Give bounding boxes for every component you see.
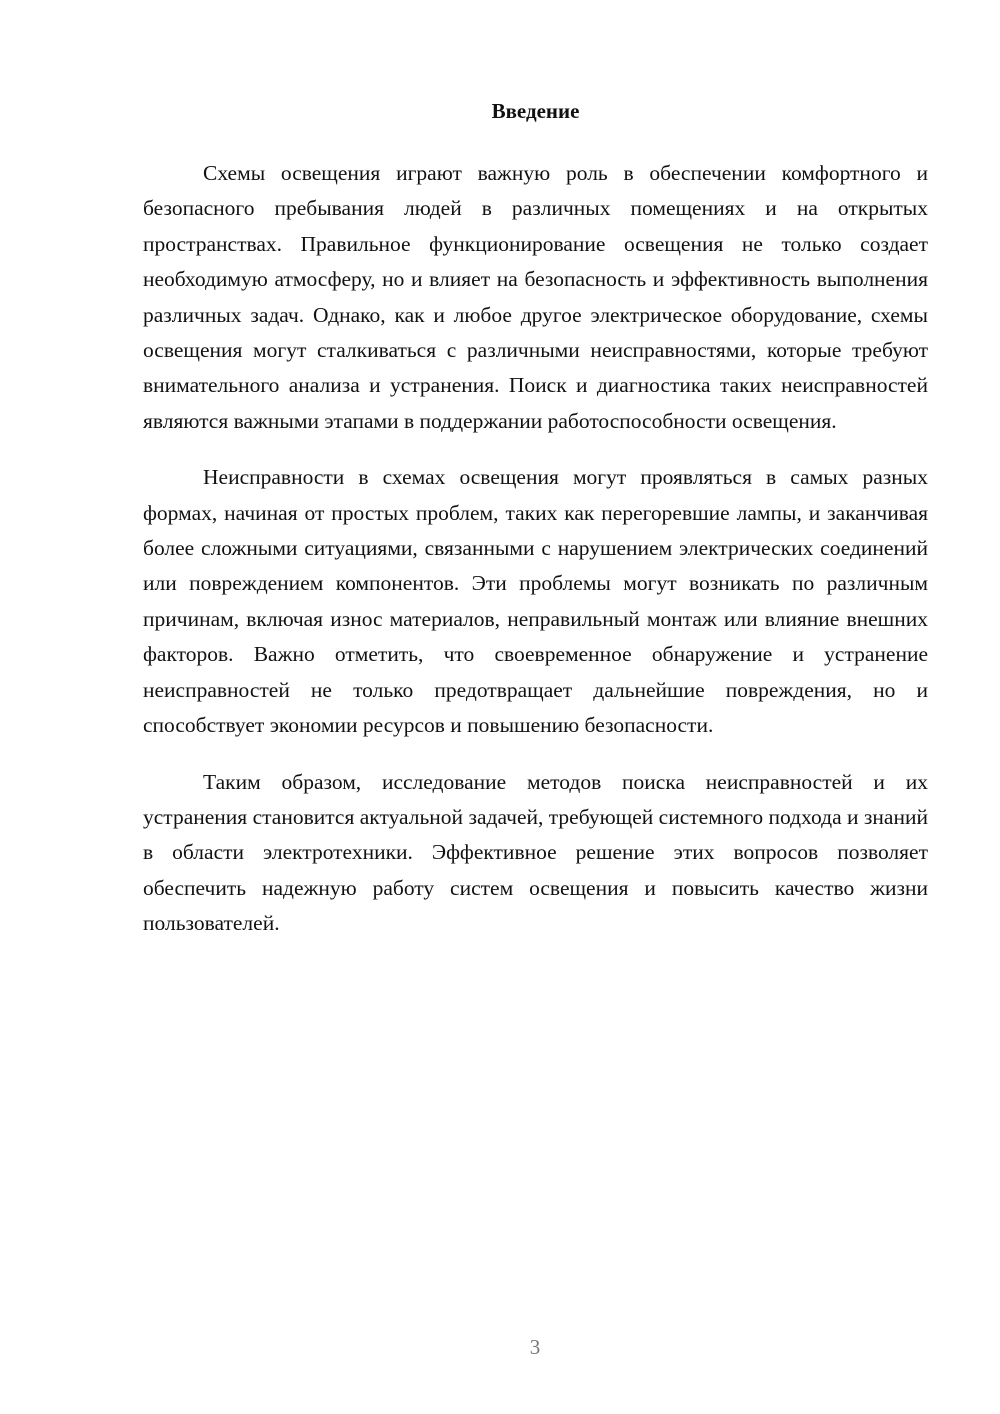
paragraph-1: Схемы освещения играют важную роль в обеспечении комфортного и безопасного пребывания людей в различных помещениях и на открытых пространствах. Правильное функционирование освещения не только создает необходимую атмосферу, но и влияет на безопасность и эффективность выполнения различных задач. Однако, как и любое другое электрическое оборудование, схемы освещения могут сталкиваться с различными неисправностями, которые требуют внимательного анализа и устранения. Поиск и диагностика таких неисправностей являются важными этапами в поддержании работоспособности освещения. (143, 161, 928, 433)
page-content (143, 96, 928, 942)
paragraph-2: Неисправности в схемах освещения могут проявляться в самых разных формах, начиная от простых проблем, таких как перегоревшие лампы, и заканчивая более сложными ситуациями, связанными с нарушением электрических соединений или повреждением компонентов. Эти проблемы могут возникать по различным причинам, включая износ материалов, неправильный монтаж или влияние внешних факторов. Важно отметить, что своевременное обнаружение и устранение неисправностей не только предотвращает дальнейшие повреждения, но и способствует экономии ресурсов и повышению безопасности. (143, 465, 928, 738)
page-number: 3 (529, 1335, 541, 1359)
section-title: Введение (491, 99, 580, 123)
paragraph-3: Таким образом, исследование методов поиска неисправностей и их устранения становится актуальной задачей, требующей системного подхода и знаний в области электротехники. Эффективное решение этих вопросов позволяет обеспечить надежную работу систем освещения и повысить качество жизни пользователей. (143, 769, 928, 936)
